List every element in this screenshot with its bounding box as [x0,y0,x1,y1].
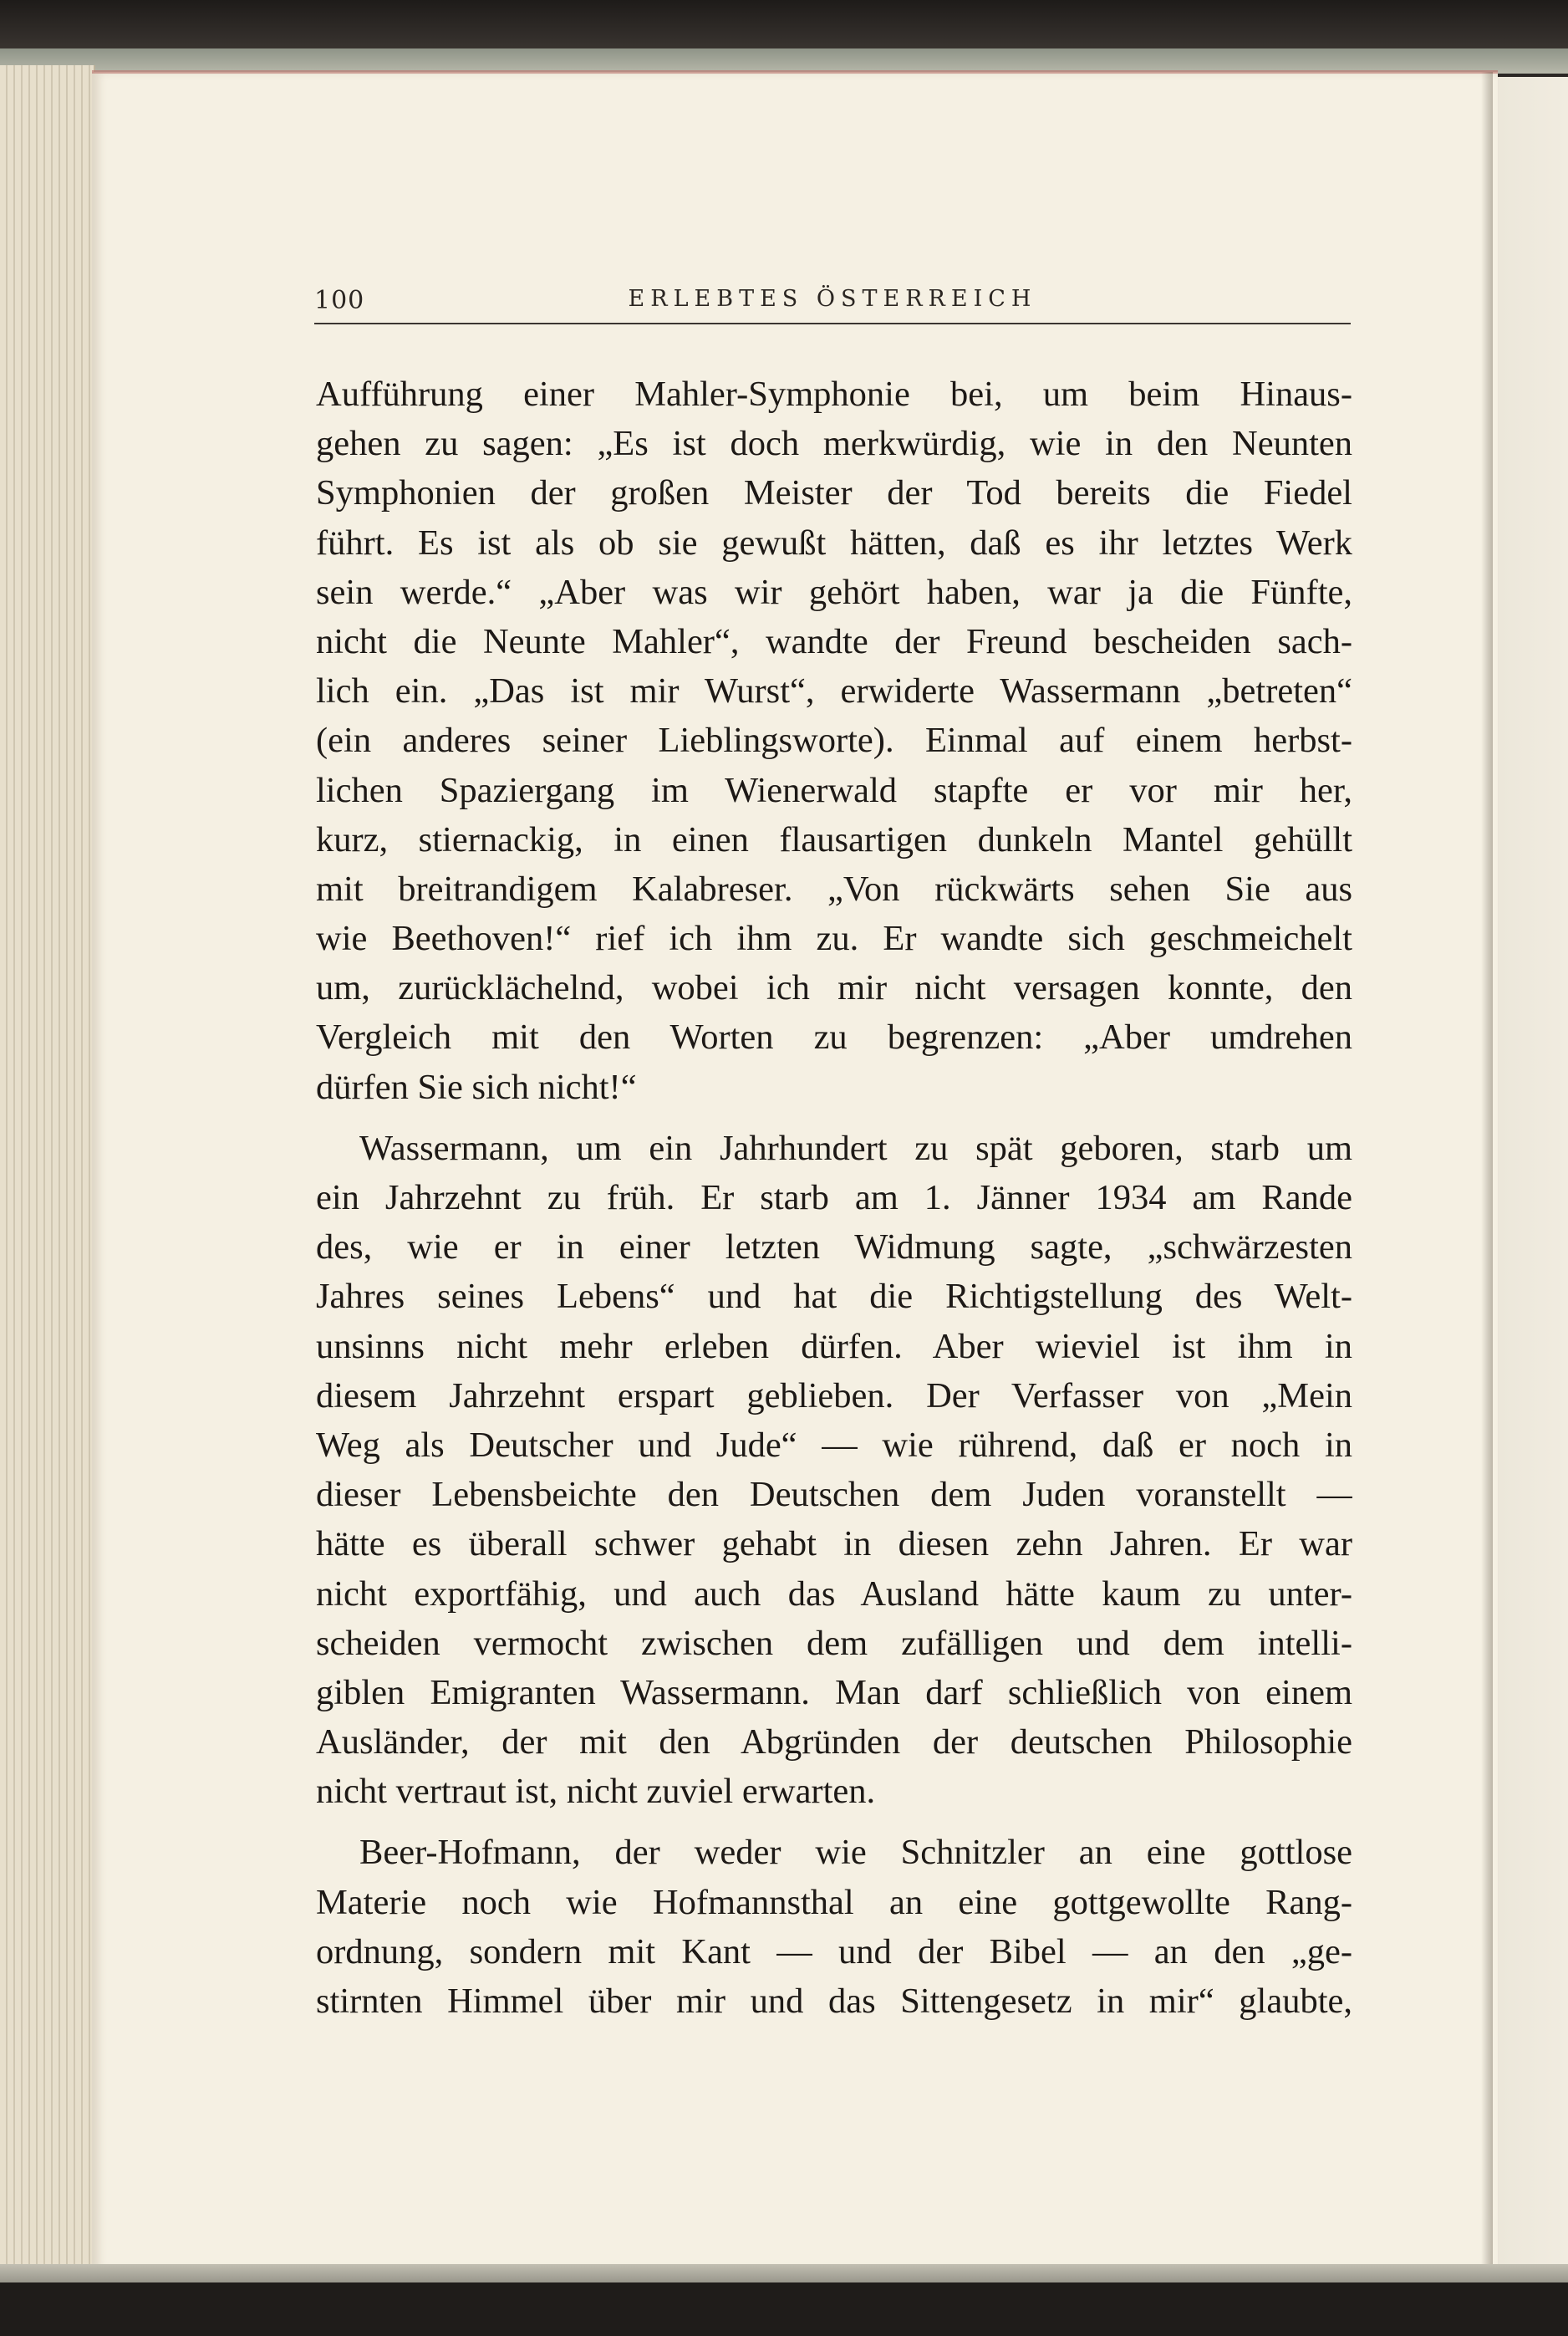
running-head-rule [314,323,1351,324]
text-line: Aufführung einer Mahler-Symphonie bei, um beim Hinaus- [316,375,1352,414]
text-line: nicht die Neunte Mahler“, wandte der Freund bescheiden sach- [316,621,1352,661]
text-line: diesem Jahrzehnt erspart geblieben. Der Verfasser von „Mein [316,1375,1352,1415]
text-line: ordnung, sondern mit Kant — und der Bibel — an den „ge- [316,1931,1352,1971]
paragraph [316,370,1352,1112]
text-line: gehen zu sagen: „Es ist doch merkwürdig, wie in den Neunten [316,424,1352,464]
text-line: führt. Es ist als ob sie gewußt hätten, daß es ihr letztes Werk [316,523,1352,563]
paragraph-gap [316,1816,1352,1828]
text-line: dieser Lebensbeichte den Deutschen dem Juden voranstellt — [316,1475,1352,1515]
scan-background-top [0,0,1568,52]
running-head-title: ERLEBTES ÖSTERREICH [628,286,1037,312]
gutter-shadow [1481,72,1493,2271]
scan-background-bottom [0,2282,1568,2336]
text-line: (ein anderes seiner Lieblingsworte). Einmal auf einem herbst- [316,721,1352,761]
text-line: Materie noch wie Hofmannsthal an eine gottgewollte Rang- [316,1882,1352,1922]
text-line: giblen Emigranten Wassermann. Man darf schließlich von einem [316,1672,1352,1712]
text-line: sein werde.“ „Aber was wir gehört haben, war ja die Fünfte, [316,572,1352,612]
text-line: nicht exportfähig, und auch das Ausland hätte kaum zu unter- [316,1573,1352,1614]
text-line: Weg als Deutscher und Jude“ — wie rührend, daß er noch in [316,1425,1352,1465]
text-line: lichen Spaziergang im Wienerwald stapfte er vor mir her, [316,770,1352,810]
text-line: des, wie er in einer letzten Widmung sagte, „schwärzesten [316,1227,1352,1267]
running-head [314,283,1351,326]
text-line: Vergleich mit den Worten zu begrenzen: „Aber umdrehen [316,1018,1352,1058]
page-top-edge [92,70,1498,74]
text-line: um, zurücklächelnd, wobei ich mir nicht versagen konnte, den [316,968,1352,1008]
text-line: Jahres seines Lebens“ und hat die Richtigstellung des Welt- [316,1277,1352,1317]
text-line: dürfen Sie sich nicht!“ [316,1067,637,1107]
text-line: Beer-Hofmann, der weder wie Schnitzler an eine gottlose [359,1833,1352,1873]
text-line: Wassermann, um ein Jahrhundert zu spät geboren, starb um [359,1128,1352,1168]
text-line: hätte es überall schwer gehabt in diesen zehn Jahren. Er war [316,1524,1352,1564]
page-edges-left [0,65,95,2272]
text-line: nicht vertraut ist, nicht zuviel erwarten. [316,1772,876,1812]
paragraph-gap [316,1112,1352,1124]
text-line: wie Beethoven!“ rief ich ihm zu. Er wandte sich geschmeichelt [316,919,1352,959]
paragraph [316,1828,1352,2026]
text-line: ein Jahrzehnt zu früh. Er starb am 1. Jänner 1934 am Rande [316,1178,1352,1217]
text-line: scheiden vermocht zwischen dem zufälligen und dem intelli- [316,1623,1352,1663]
text-line: unsinns nicht mehr erleben dürfen. Aber wieviel ist ihm in [316,1326,1352,1366]
text-line: stirnten Himmel über mir und das Sittengesetz in mir“ glaubte, [316,1982,1352,2021]
text-line: kurz, stiernackig, in einen flausartigen dunkeln Mantel gehüllt [316,819,1352,859]
body-text [316,370,1352,2026]
text-line: Symphonien der großen Meister der Tod bereits die Fiedel [316,473,1352,513]
text-line: lich ein. „Das ist mir Wurst“, erwiderte Wassermann „betreten“ [316,671,1352,712]
paragraph [316,1124,1352,1817]
page-number: 100 [314,286,365,315]
text-line: Ausländer, der mit den Abgründen der deutschen Philosophie [316,1722,1352,1762]
text-line: mit breitrandigem Kalabreser. „Von rückwärts sehen Sie aus [316,869,1352,909]
next-page-edge [1488,77,1568,2267]
